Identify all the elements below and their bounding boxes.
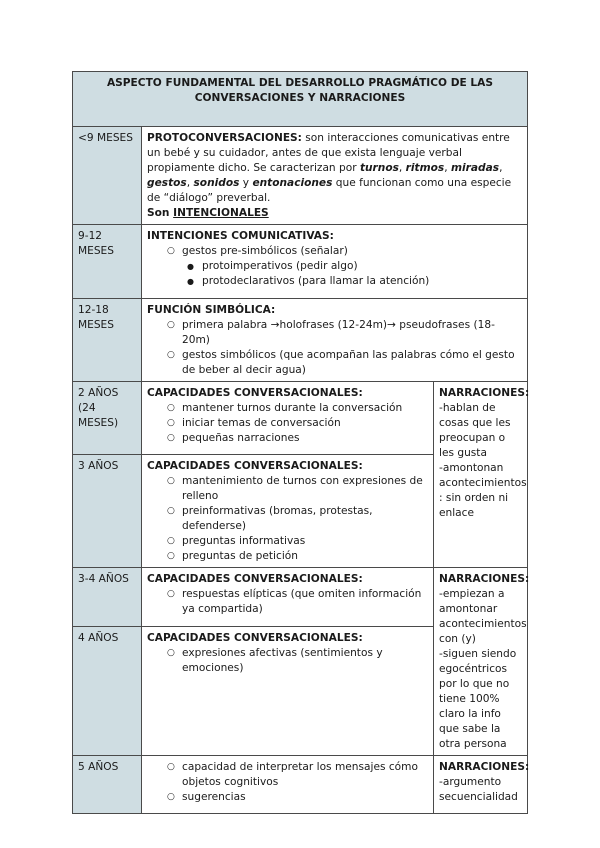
list-item: ○ expresiones afectivas (sentimientos y emociones) [167,646,428,676]
table-title: ASPECTO FUNDAMENTAL DEL DESARROLLO PRAGMÁTICO DE LAS CONVERSACIONES Y NARRACIONES [73,72,528,127]
content-cell [142,756,434,814]
content-cell [142,127,528,225]
content-cell [142,225,528,299]
list-item: ○ sugerencias [167,790,428,805]
body-text: que funcionan como una especie de “diálogo” preverbal. [147,177,512,204]
content-cell [142,568,434,627]
section-heading: FUNCIÓN SIMBÓLICA: [147,304,276,316]
narrations-text: -hablan de cosas que les preocupan o les gusta -amontonan acontecimientos : sin orden ni enlace [439,402,527,519]
body-text: son interacciones comunicativas entre un bebé y su cuidador, antes de que exista lenguaje verbal propiamente dicho. Se caracterizan por [147,132,510,174]
content-cell [142,627,434,756]
body-text: y [239,177,253,189]
list-item: ● protodeclarativos (para llamar la atención) [187,274,522,289]
age-cell: 4 AÑOS [73,627,142,756]
body-text: , [499,162,503,174]
keyword-underlined: INTENCIONALES [173,207,269,219]
table-row [73,127,528,225]
development-table [72,71,528,814]
list-item: ○ pequeñas narraciones [167,431,428,446]
table-row [73,382,528,455]
narrations-cell [434,568,528,756]
list-item: ○ gestos pre-simbólicos (señalar) [167,244,522,259]
section-heading: CAPACIDADES CONVERSACIONALES: [147,460,363,472]
keyword: sonidos [193,177,240,189]
narrations-text: -empiezan a amontonar acontecimientos con (y) -siguen siendo egocéntricos por lo que no tiene 100% claro la info que sabe la otra persona [439,588,527,750]
narrations-text: -argumento secuencialidad [439,776,518,803]
keyword: ritmos [405,162,445,174]
body-text: , [398,162,406,174]
table-row [73,756,528,814]
section-heading: PROTOCONVERSACIONES: [147,132,302,144]
list-item: ● protoimperativos (pedir algo) [187,259,522,274]
table-row [73,225,528,299]
age-cell: 3-4 AÑOS [73,568,142,627]
body-text: , [186,177,194,189]
list-item: ○ respuestas elípticas (que omiten información ya compartida) [167,587,428,617]
section-heading: NARRACIONES: [439,573,530,585]
section-heading: CAPACIDADES CONVERSACIONALES: [147,632,363,645]
age-cell: 2 AÑOS (24 MESES) [73,382,142,455]
list-item: ○ gestos simbólicos (que acompañan las palabras cómo el gesto de beber al decir agua) [167,348,522,378]
list-item: ○ capacidad de interpretar los mensajes cómo objetos cognitivos [167,760,428,790]
section-heading: NARRACIONES: [439,761,530,773]
narrations-cell [434,756,528,814]
list-item: ○ mantener turnos durante la conversación [167,401,428,416]
age-cell: 9-12 MESES [73,225,142,299]
table-row [73,299,528,382]
age-cell: <9 MESES [73,127,142,225]
age-cell: 12-18 MESES [73,299,142,382]
age-cell: 3 AÑOS [73,455,142,568]
section-heading: NARRACIONES: [439,387,530,399]
narrations-cell [434,382,528,568]
section-heading: INTENCIONES COMUNICATIVAS: [147,230,334,242]
content-cell [142,299,528,382]
body-text: , [444,162,451,174]
keyword: entonaciones [252,177,333,189]
keyword: gestos [147,177,187,189]
keyword: miradas [450,162,500,174]
list-item: ○ preguntas de petición [167,549,428,564]
list-item: ○ iniciar temas de conversación [167,416,428,431]
list-item: ○ mantenimiento de turnos con expresiones de relleno [167,474,428,504]
body-text: Son [147,207,174,219]
age-cell: 5 AÑOS [73,756,142,814]
section-heading: CAPACIDADES CONVERSACIONALES: [147,387,363,399]
table-row [73,568,528,627]
list-item: ○ preinformativas (bromas, protestas, defenderse) [167,504,428,534]
list-item: ○ primera palabra →holofrases (12-24m)→ pseudofrases (18-20m) [167,318,522,348]
keyword: turnos [359,162,399,174]
content-cell [142,455,434,568]
list-item: ○ preguntas informativas [167,534,428,549]
section-heading: CAPACIDADES CONVERSACIONALES: [147,573,363,585]
content-cell [142,382,434,455]
